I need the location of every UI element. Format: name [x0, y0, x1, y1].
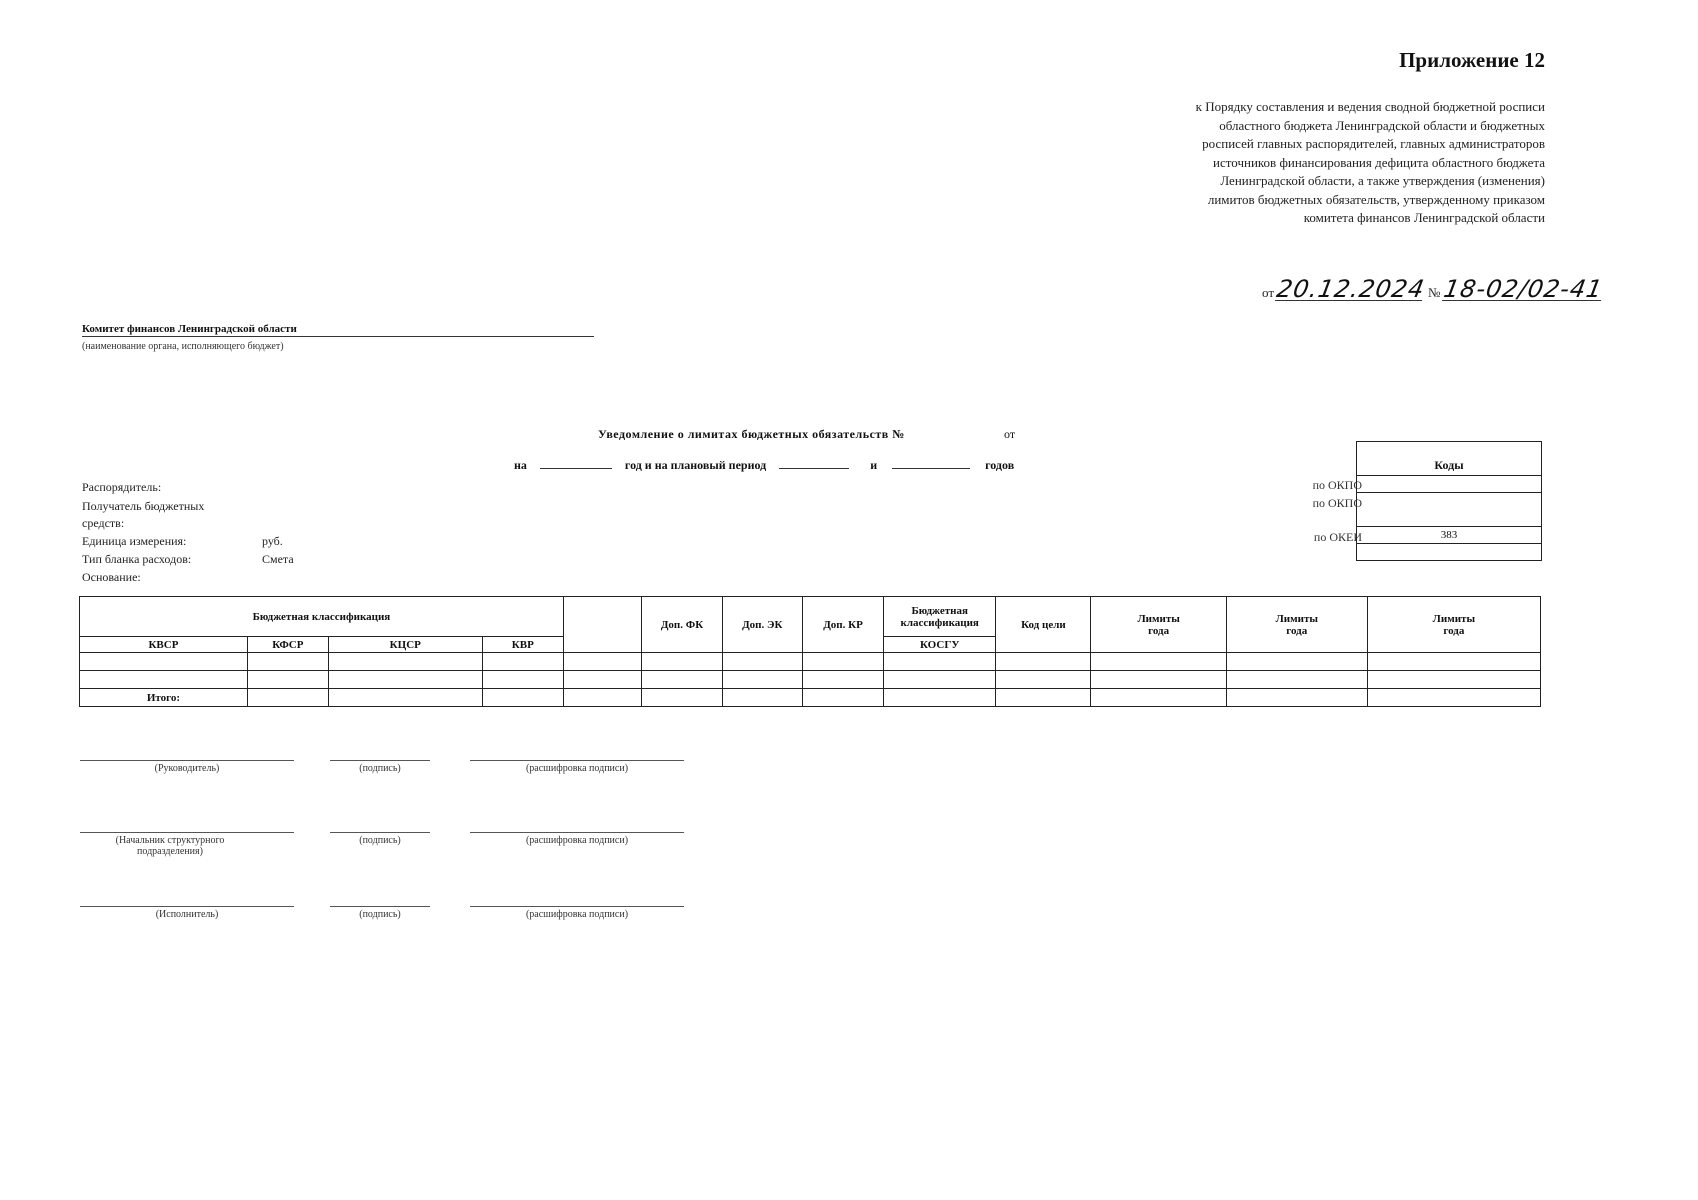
basis-label: Основание: [82, 570, 141, 584]
sig-decode-head: (расшифровка подписи) [525, 763, 629, 774]
table-row [80, 671, 1541, 689]
kvsr-header: КВСР [80, 637, 248, 653]
sig-decode-exec: (расшифровка подписи) [525, 909, 629, 920]
notice-title: Уведомление о лимитах бюджетных обязательств № [598, 427, 905, 441]
rasporyaditel-label: Распорядитель: [82, 480, 162, 494]
limits-header-1: Лимиты года [1091, 597, 1226, 653]
period-and: и [870, 458, 878, 472]
sig-line-head [80, 760, 294, 761]
budget-class-kosgu-header: Бюджетная классификация [884, 597, 996, 637]
sig-line-dept [80, 832, 294, 833]
sig-sign-head: (подпись) [359, 763, 401, 774]
codes-box [1356, 441, 1542, 561]
kcsr-header: КЦСР [328, 637, 482, 653]
okpo1-label: по ОКПО [1312, 478, 1362, 492]
organization-caption: (наименование органа, исполняющего бюджет) [82, 341, 284, 352]
limits-header-2: Лимиты года [1226, 597, 1367, 653]
codes-empty [1357, 543, 1541, 560]
period-na: на [514, 458, 527, 472]
period-text: год и на плановый период [624, 458, 767, 472]
blank-type-label: Тип бланка расходов: [82, 552, 192, 566]
period-line [514, 458, 1014, 473]
notice-from: от [1004, 427, 1016, 441]
okpo1-value [1357, 475, 1541, 492]
limits-table [79, 596, 1541, 707]
sig-line-exec [80, 906, 294, 907]
handwritten-date: 20.12.2024 [1274, 275, 1428, 303]
dop-kr-header: Доп. КР [802, 597, 883, 653]
sig-sign-dept: (подпись) [359, 835, 401, 846]
sig-role-exec: (Исполнитель) [155, 909, 219, 920]
sig-line-exec-sign [330, 906, 430, 907]
limits-header-3: Лимиты года [1367, 597, 1540, 653]
sig-role-head: (Руководитель) [154, 763, 220, 774]
kvr-header: КВР [482, 637, 563, 653]
kosgu-header: КОСГУ [884, 637, 996, 653]
unit-label: Единица измерения: [82, 534, 187, 548]
date-prefix: от [1262, 285, 1275, 300]
plan-year2-blank [892, 458, 970, 469]
dop-fk-header: Доп. ФК [642, 597, 722, 653]
sig-decode-dept: (расшифровка подписи) [525, 835, 629, 846]
period-years: годов [985, 458, 1015, 472]
sig-role-dept: (Начальник структурного подразделения) [115, 835, 225, 857]
sig-line-head-decode [470, 760, 684, 761]
appendix-description: к Порядку составления и ведения сводной бюджетной росписи областного бюджета Ленинградской области и бюджетных росписей главных распорядителей, главных администраторов источников финансирования дефицита областного бюджета Ленинградской области, а также утверждения (изменения) лимитов бюджетных обязательств, утвержденному приказом комитета финансов Ленинградской области [1195, 99, 1545, 225]
okei-label: по ОКЕИ [1313, 530, 1362, 544]
plan-year1-blank [779, 458, 849, 469]
unit-value: руб. [262, 534, 283, 548]
sig-line-dept-sign [330, 832, 430, 833]
total-row [80, 689, 1541, 707]
dop-ek-header: Доп. ЭК [722, 597, 802, 653]
blank-type-value: Смета [262, 552, 294, 566]
total-label: Итого: [80, 689, 248, 707]
sig-line-head-sign [330, 760, 430, 761]
okei-value: 383 [1357, 526, 1541, 543]
sig-line-dept-decode [470, 832, 684, 833]
recipient-label: Получатель бюджетных средств: [82, 499, 205, 530]
kfsr-header: КФСР [247, 637, 328, 653]
handwritten-number: 18-02/02-41 [1441, 275, 1605, 303]
organization-name: Комитет финансов Ленинградской области [82, 323, 594, 337]
number-prefix: № [1427, 285, 1441, 300]
codes-header: Коды [1434, 458, 1464, 472]
sig-sign-exec: (подпись) [359, 909, 401, 920]
okpo2-value [1357, 492, 1541, 526]
sig-line-exec-decode [470, 906, 684, 907]
order-reference [1262, 275, 1605, 303]
okpo2-label: по ОКПО [1312, 496, 1362, 510]
year-blank [540, 458, 612, 469]
appendix-title: Приложение 12 [1399, 48, 1545, 72]
target-code-header: Код цели [996, 597, 1091, 653]
budget-classification-header: Бюджетная классификация [80, 597, 564, 637]
table-row [80, 653, 1541, 671]
